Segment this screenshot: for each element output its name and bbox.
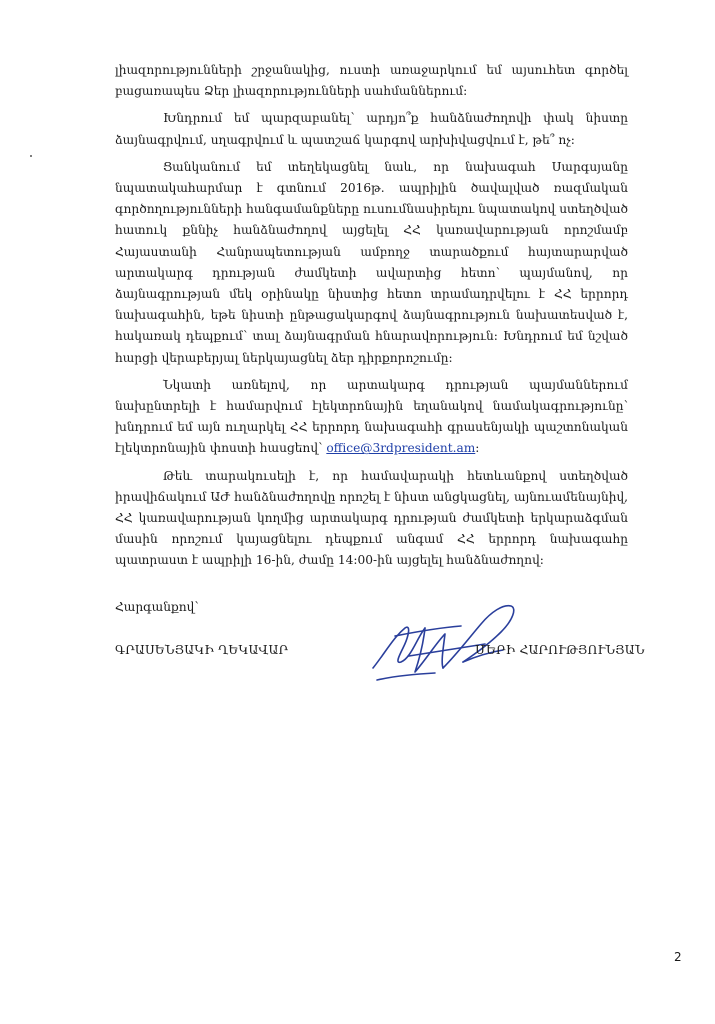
signer-name: ՄԵՐԻ ՀԱՐՈՒԹՅՈՒՆՅԱՆ <box>475 643 645 657</box>
paragraph-visit-conditions: Ցանկանում եմ տեղեկացնել նաև, որ նախագահ Սարգսյանը նպատակահարմար է գտնում 2016թ. ապրիլին ծավալված ռազմական գործողությունների հանգամանքները ուսումնասիրելու նպատակով ստեղծված հատուկ քննիչ հանձնաժողով այցելել ՀՀ կառավարության որոշմամբ Հայաստանի Հանրապետության ամբողջ տարածքում հայտարարված արտակարգ դրության ժամկետի ավարտից հետո՝ պայմանով, որ ձայնագրության մեկ օրինակը նիստից հետո տրամադրվելու է ՀՀ երրորդ նախագահին, եթե նիստի ընթացակարգով ձայնագրություն նախատեսված է, հակառակ դեպքում՝ տալ ձայնագրման հնարավորություն: Խնդրում եմ նշված հարցի վերաբերյալ ներկայացնել ձեր դիրքորոշումը: <box>115 159 628 365</box>
email-suffix: : <box>475 441 480 456</box>
office-email-link[interactable]: office@3rdpresident.am <box>326 441 476 456</box>
letter-body <box>115 60 628 572</box>
signature-block <box>115 643 655 703</box>
paragraph-session-readiness: Թեև տարակուսելի է, որ համավարակի հետևանքով ստեղծված իրավիճակում ԱԺ հանձնաժողովը որոշել է նիստ անցկացնել, այնուամենայնիվ, ՀՀ կառավարության կողմից արտակարգ դրության ժամկետի երկարաձգման մասին որոշում կայացնելու դեպքում անգամ ՀՀ երրորդ նախագահը պատրաստ է ապրիլի 16-ին, ժամը 14:00-ին այցելել հանձնաժողով: <box>115 468 628 568</box>
scan-speck <box>30 155 32 157</box>
closing-salutation: Հարգանքով՝ <box>115 600 199 614</box>
paragraph-continuation: լիազորությունների շրջանակից, ուստի առաջարկում եմ այսուհետ գործել բացառապես Ձեր լիազորությունների սահմաններում: <box>115 63 628 99</box>
signer-title: ԳՐԱՍԵՆՅԱԿԻ ՂԵԿԱՎԱՐ <box>115 643 289 657</box>
paragraph-email-request <box>115 375 628 460</box>
page-number: 2 <box>674 950 682 964</box>
paragraph-recording-question: Խնդրում եմ պարզաբանել՝ արդյո՞ք հանձնաժողովի փակ նիստը ձայնագրվում, սղագրվում և պատշաճ կարգով արխիվացվում է, թե՞ ոչ: <box>115 111 628 147</box>
email-request-text: Նկատի առնելով, որ արտակարգ դրության պայմաններում նախընտրելի է համարվում էլեկտրոնային եղանակով նամակագրությունը՝ խնդրում եմ այն ուղարկել ՀՀ երրորդ նախագահի գրասենյակի պաշտոնական էլեկտրոնային փոստի հասցեով՝ <box>115 377 628 456</box>
